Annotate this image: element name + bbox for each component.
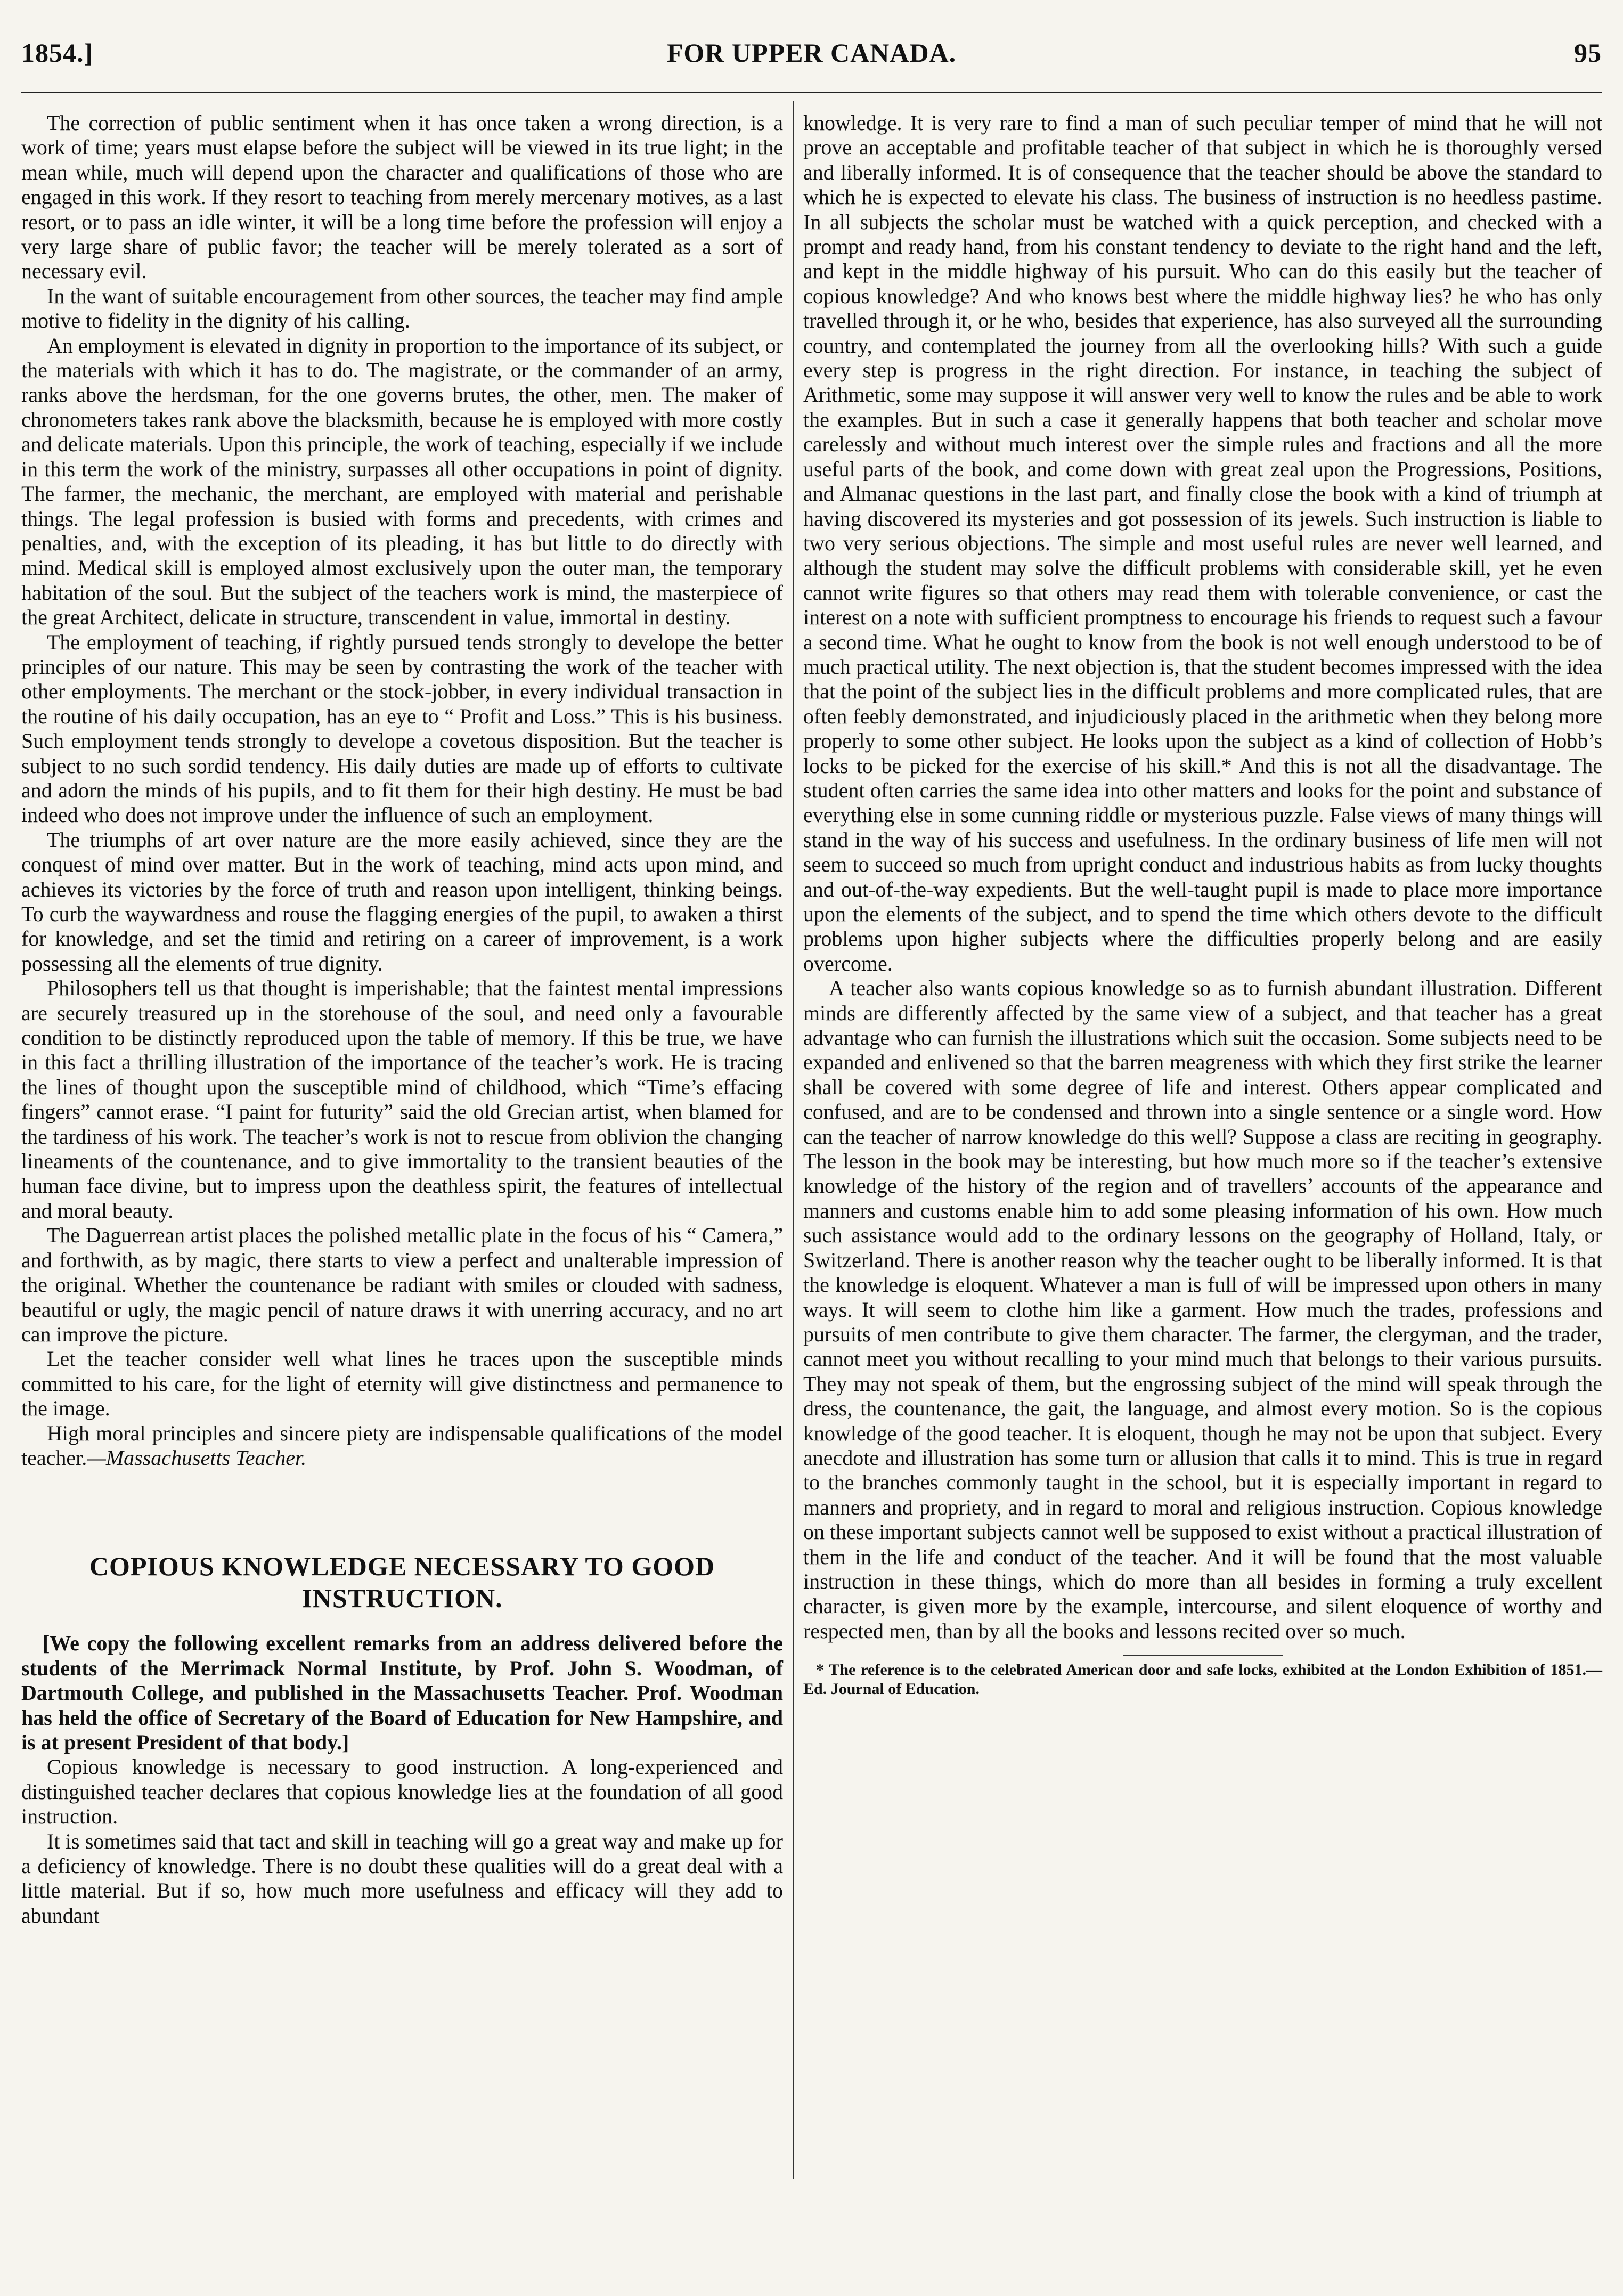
footnote-rule [1123, 1655, 1283, 1656]
paragraph: It is sometimes said that tact and skill in teaching will go a great way and make up for a deficiency of knowledge. There is no doubt these qualities will do a great deal with a little material. But if so, how much more usefulness and efficacy will they add to abundant [21, 1829, 783, 1927]
paragraph: A teacher also wants copious knowledge so as to furnish abundant illustration. Different minds are differently affected by the same view of a subject, and that teacher has a great advantage who can furnish the illustrations which suit the occasion. Some subjects need to be expanded and enlivened so that the barren meagreness with which they first strike the learner shall be covered with some degree of life and interest. Others appear complicated and confused, and are to be condensed and thrown into a single sentence or a single word. How can the teacher of narrow knowledge do this well? Suppose a class are reciting in geography. The lesson in the book may be interesting, but how much more so if the teacher’s extensive knowledge of the history of the region and of travellers’ accounts of the appearance and manners and customs enable him to add some pleasing information of his own. How much such assistance would add to the ordinary lessons on the geography of Holland, Italy, or Switzerland. There is another reason why the teacher ought to be liberally informed. It is that the knowledge is eloquent. Whatever a man is full of will be impressed upon others in many ways. It will seem to clothe him like a garment. How much the trades, professions and pursuits of men contribute to give them character. The farmer, the clergyman, and the trader, cannot meet you without recalling to your mind much that belongs to their various pursuits. They may not speak of them, but the engrossing subject of the mind will speak through the dress, the countenance, the gait, the language, and almost every motion. So is the copious knowledge of the good teacher. It is eloquent, though he may not be upon that subject. Every anecdote and illustration has some turn or allusion that calls it to mind. This is true in regard to the branches commonly taught in the school, but it is especially important in regard to manners and propriety, and in regard to moral and religious instruction. Copious knowledge on these important subjects cannot well be supposed to exist without a practical illustration of them in the life and conduct of the teacher. And it will be found that the most valuable instruction in these things, which do more than all besides in forming a truly excellent character, is given more by the example, intercourse, and silent eloquence of worthy and respected men, than by all the books and lessons recited over so much. [803, 976, 1602, 1643]
header-title: FOR UPPER CANADA. [666, 38, 957, 68]
paragraph: The Daguerrean artist places the polished metallic plate in the focus of his “ Camera,” and forthwith, as by magic, there starts to view a perfect and unalterable impression of the original. Whether the countenance be radiant with smiles or clouded with sadness, beautiful or ugly, the magic pencil of nature draws it with unerring accuracy, and no art can improve the picture. [21, 1223, 783, 1346]
right-column [803, 111, 1602, 1699]
paragraph: Copious knowledge is necessary to good instruction. A long-experienced and distinguished teacher declares that copious knowledge lies at the foundation of all good instruction. [21, 1755, 783, 1829]
header-rule [21, 92, 1602, 93]
article-heading: COPIOUS KNOWLEDGE NECESSARY TO GOOD INSTRUCTION. [89, 1551, 715, 1614]
page-number: 95 [1574, 38, 1602, 68]
header-date: 1854.] [21, 38, 94, 68]
paragraph-text: High moral principles and sincere piety are indispensable qualifications of the model teacher. [21, 1421, 783, 1470]
paragraph: The triumphs of art over nature are the more easily achieved, since they are the conquest of mind over matter. But in the work of teaching, mind acts upon mind, and achieves its victories by the force of truth and reason upon intelligent, thinking beings. To curb the waywardness and rouse the flagging energies of the pupil, to awaken a thirst for knowledge, and set the timid and retiring on a career of improvement, is a work possessing all the elements of true dignity. [21, 827, 783, 975]
paragraph: The employment of teaching, if rightly pursued tends strongly to develope the better principles of our nature. This may be seen by contrasting the work of the teacher with other employments. The merchant or the stock-jobber, in every individual transaction in the routine of his daily occupation, has an eye to “ Profit and Loss.” This is his business. Such employment tends strongly to develope a covetous disposition. But the teacher is subject to no such sordid tendency. His daily duties are made up of efforts to cultivate and adorn the minds of his pupils, and to fit them for their high destiny. He must be bad indeed who does not improve under the influence of such an employment. [21, 630, 783, 827]
footnote: * The reference is to the celebrated American door and safe locks, exhibited at the London Exhibition of 1851.—Ed. Journal of Education. [803, 1661, 1602, 1698]
page-header [21, 37, 1602, 80]
paragraph: Let the teacher consider well what lines he traces upon the susceptible minds committed to his care, for the light of eternity will give distinctness and permanence to the image. [21, 1347, 783, 1421]
paragraph: In the want of suitable encouragement from other sources, the teacher may find ample motive to fidelity in the dignity of his calling. [21, 283, 783, 333]
paragraph: Philosophers tell us that thought is imperishable; that the faintest mental impressions are securely treasured up in the storehouse of the soul, and need only a favourable condition to be distinctly reproduced upon the table of memory. If this be true, we have in this fact a thrilling illustration of the importance of the teacher’s work. He is tracing the lines of thought upon the susceptible mind of childhood, which “Time’s effacing fingers” cannot erase. “I paint for futurity” said the old Grecian artist, when blamed for the tardiness of his work. The teacher’s work is not to rescue from oblivion the changing lineaments of the countenance, and to give immortality to the transient beauties of the human face divine, but to impress upon the deathless spirit, the features of intellectual and moral beauty. [21, 976, 783, 1223]
paragraph: An employment is elevated in dignity in proportion to the importance of its subject, or the materials with which it has to do. The magistrate, or the commander of an army, ranks above the herdsman, for the one governs brutes, the other, men. The maker of chronometers takes rank above the blacksmith, because he is employed with more costly and delicate materials. Upon this principle, the work of teaching, especially if we include in this term the work of the ministry, surpasses all other occupations in point of dignity. The farmer, the mechanic, the merchant, are employed with material and perishable things. The legal profession is busied with forms and precedents, with crimes and penalties, and, with the exception of its pleading, it has but little to do directly with mind. Medical skill is employed almost exclusively upon the outer man, the temporary habitation of the soul. But the subject of the teachers work is mind, the masterpiece of the great Architect, delicate in structure, transcendent in value, immortal in destiny. [21, 333, 783, 630]
closing-paragraph [21, 1421, 783, 1471]
paragraph: The correction of public sentiment when it has once taken a wrong direction, is a work of time; years must elapse before the subject will be viewed in its true light; in the mean while, much will depend upon the character and qualifications of those who are engaged in this work. If they resort to teaching from merely mercenary motives, as a last resort, or to pass an idle winter, it will be a long time before the profession will enjoy a very large share of public favor; the teacher will be merely tolerated as a sort of necessary evil. [21, 111, 783, 283]
article-signature: —Massachusetts Teacher. [87, 1445, 307, 1470]
left-column [21, 111, 783, 1928]
paragraph: knowledge. It is very rare to find a man of such peculiar temper of mind that he will not prove an acceptable and profitable teacher of that subject in which he is thoroughly versed and liberally informed. It is of consequence that the teacher should be above the standard to which he is expected to elevate his class. The business of instruction is no heedless pastime. In all subjects the scholar must be watched with a quick perception, and checked with a prompt and ready hand, from his constant tendency to deviate to the right hand and the left, and kept in the middle highway of his pursuit. Who can do this easily but the teacher of copious knowledge? And who knows best where the middle highway lies? he who has only travelled through it, or he who, besides that experience, has also surveyed all the surrounding country, and contemplated the journey from all the overlooking hills? With such a guide every step is progress in the right direction. For instance, in teaching the subject of Arithmetic, some may suppose it will answer very well to know the rules and be able to work the examples. But in such a case it generally happens that both teacher and scholar move carelessly and without much interest over the simple rules and fractions and all the more useful parts of the book, and come down with great zeal upon the Progressions, Positions, and Almanac questions in the last part, and finally close the book with a kind of triumph at having discovered its mysteries and got possession of its jewels. Such instruction is liable to two very serious objections. The simple and most useful rules are never well learned, and although the student may solve the difficult problems with considerable skill, yet he even cannot write figures so that others may read them with tolerable convenience, or cast the interest on a note with sufficient promptness to encourage his friends to request such a favour a second time. What he ought to know from the book is not well enough understood to be of much practical utility. The next objection is, that the student becomes impressed with the idea that the point of the subject lies in the difficult problems and more complicated rules, that are often feebly demonstrated, and injudiciously placed in the arithmetic when they belong more properly to some other subject. He looks upon the subject as a kind of collection of Hobb’s locks to be picked for the exercise of his skill.* And this is not all the disadvantage. The student often carries the same idea into other matters and looks for the point and substance of everything else in some cunning riddle or mysterious puzzle. False views of many things will stand in the way of his success and usefulness. In the ordinary business of life men will not seem to succeed so much from upright conduct and industrious habits as from lucky thoughts and out-of-the-way expedients. But the well-taught pupil is made to place more importance upon the elements of the subject, and to spend the time which others devote to the difficult problems upon higher subjects where the difficulties properly belong and are easily overcome. [803, 111, 1602, 975]
column-divider [793, 101, 794, 2179]
editor-intro: [We copy the following excellent remarks from an address delivered before the students of the Merrimack Normal Institute, by Prof. John S. Woodman, of Dartmouth College, and published in the Massachusetts Teacher. Prof. Woodman has held the office of Secretary of the Board of Education for New Hampshire, and is at present President of that body.] [21, 1631, 783, 1754]
